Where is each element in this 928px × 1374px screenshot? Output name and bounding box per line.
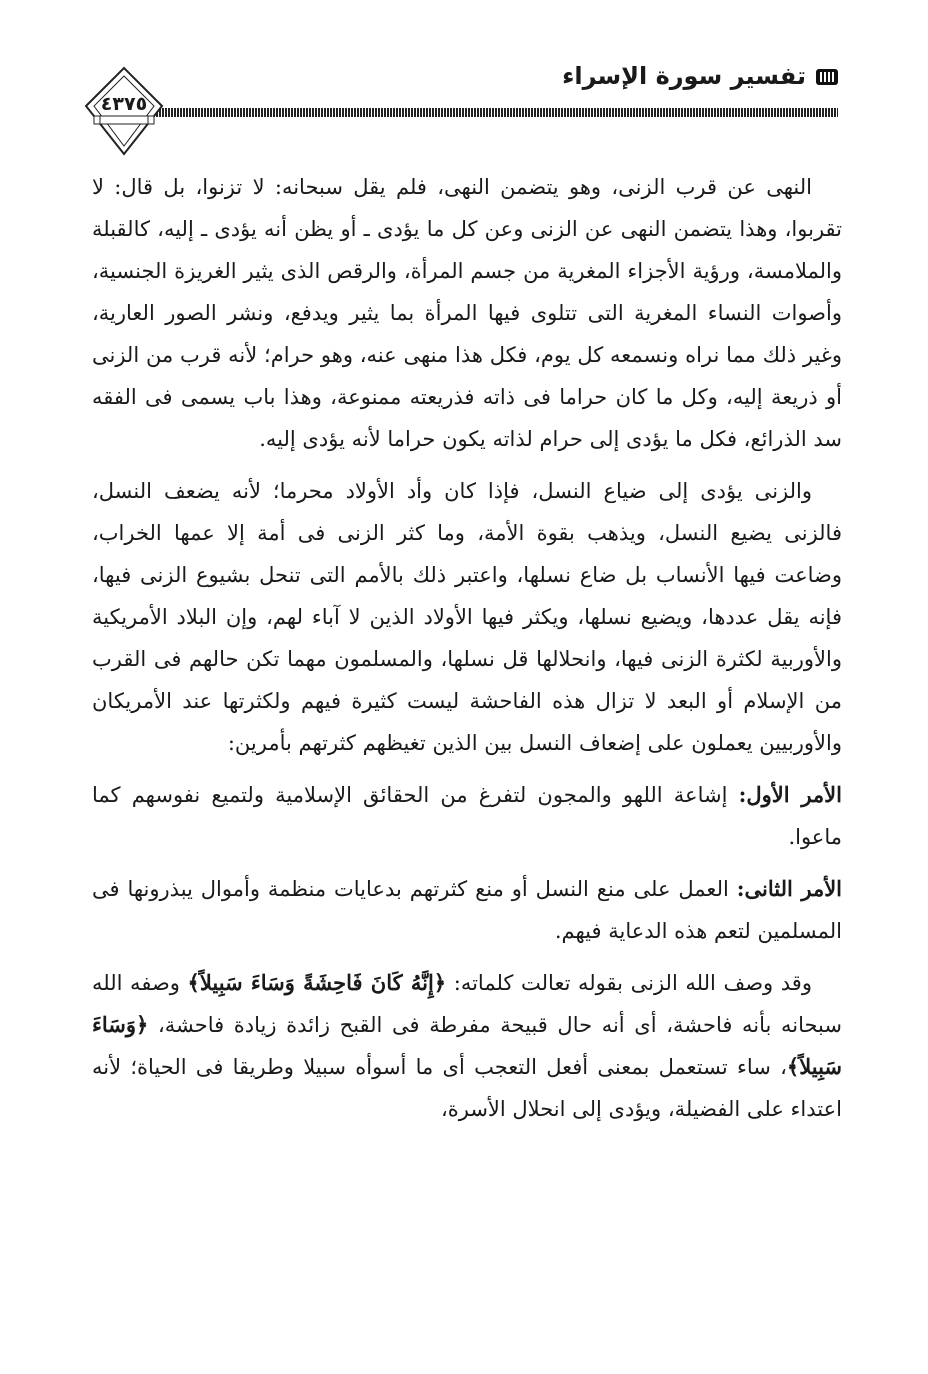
paragraph: [92, 774, 842, 858]
paragraph: النهى عن قرب الزنى، وهو يتضمن النهى، فلم يقل سبحانه: لا تزنوا، بل قال: لا تقربوا، وهذا يتضمن النهى عن الزنى وعن كل ما يؤدى ـ أو يظن أنه يؤدى ـ إليه، كالقبلة والملامسة، ورؤية الأجزاء المغرية من جسم المرأة، والرقص الذى يثير الغريزة الجنسية، وأصوات النساء المغرية التى تتلوى فيها المرأة بما يثير ويدفع، ونشر الصور العارية، وغير ذلك مما نراه ونسمعه كل يوم، فكل هذا منهى عنه، وهو حرام؛ لأنه قرب من الزنى أو ذريعة إليه، وكل ما كان حراما فى ذاته فذريعته ممنوعة، وهذا باب يسمى فى الفقه سد الذرائع، فكل ما يؤدى إلى حرام لذاته يكون حراما لأنه يؤدى إليه.: [92, 175, 842, 451]
paragraph-text: إشاعة اللهو والمجون لتفرغ من الحقائق الإسلامية ولتميع نفوسهم كما ماعوا.: [92, 783, 842, 849]
quran-verse: ﴿إِنَّهُ كَانَ فَاحِشَةً وَسَاءَ سَبِيلاً﴾: [187, 970, 447, 995]
paragraph: والزنى يؤدى إلى ضياع النسل، فإذا كان وأد الأولاد محرما؛ لأنه يضعف النسل، فالزنى يضيع النسل، ويذهب بقوة الأمة، وما كثر الزنى فى أمة إلا عمها الخراب، وضاعت فيها الأنساب بل ضاع نسلها، واعتبر ذلك بالأمم التى تنحل بشيوع الزنى فيها، فإنه يقل عددها، ويضيع نسلها، ويكثر فيها الأولاد الذين لا آباء لهم، وإن البلاد الأمريكية والأوربية لكثرة الزنى فيها، وانحلالها قل نسلها، والمسلمون مهما تكن حالهم فى القرب من الإسلام أو البعد لا تزال هذه الفاحشة ليست كثيرة فيهم ولكثرتها عند الأمريكان والأوربيين يعملون على إضعاف النسل بين الذين تغيظهم كثرتهم بأمرين:: [92, 479, 842, 755]
running-title: تفسير سورة الإسراء: [562, 62, 806, 90]
paragraph-lead: الأمر الثانى:: [736, 876, 843, 901]
paragraph-text: وقد وصف الله الزنى بقوله تعالت كلماته:: [446, 971, 812, 995]
body-text: [92, 166, 842, 1140]
header-rule: [150, 108, 838, 117]
paragraph-text: ، ساء تستعمل بمعنى أفعل التعجب أى ما أسوأه سبيلا وطريقا فى الحياة؛ لأنه اعتداء على الفضيلة، ويؤدى إلى انحلال الأسرة،: [92, 1055, 842, 1121]
quran-verse: ﴿وَسَاءَ سَبِيلاً﴾: [92, 1012, 842, 1079]
paragraph: [92, 962, 842, 1130]
ornament-icon: [814, 66, 840, 88]
paragraph: [92, 868, 842, 952]
paragraph-text: العمل على منع النسل أو منع كثرتهم بدعايات منظمة وأموال يبذرونها فى المسلمين لتعم هذه الدعاية فيهم.: [92, 877, 842, 943]
paragraph-text: وصفه الله سبحانه بأنه فاحشة، أى أنه حال قبيحة مفرطة فى القبح زائدة زيادة فاحشة،: [92, 971, 842, 1037]
page-number: ٤٣٧٥: [100, 93, 148, 115]
paragraph-lead: الأمر الأول:: [738, 782, 842, 807]
